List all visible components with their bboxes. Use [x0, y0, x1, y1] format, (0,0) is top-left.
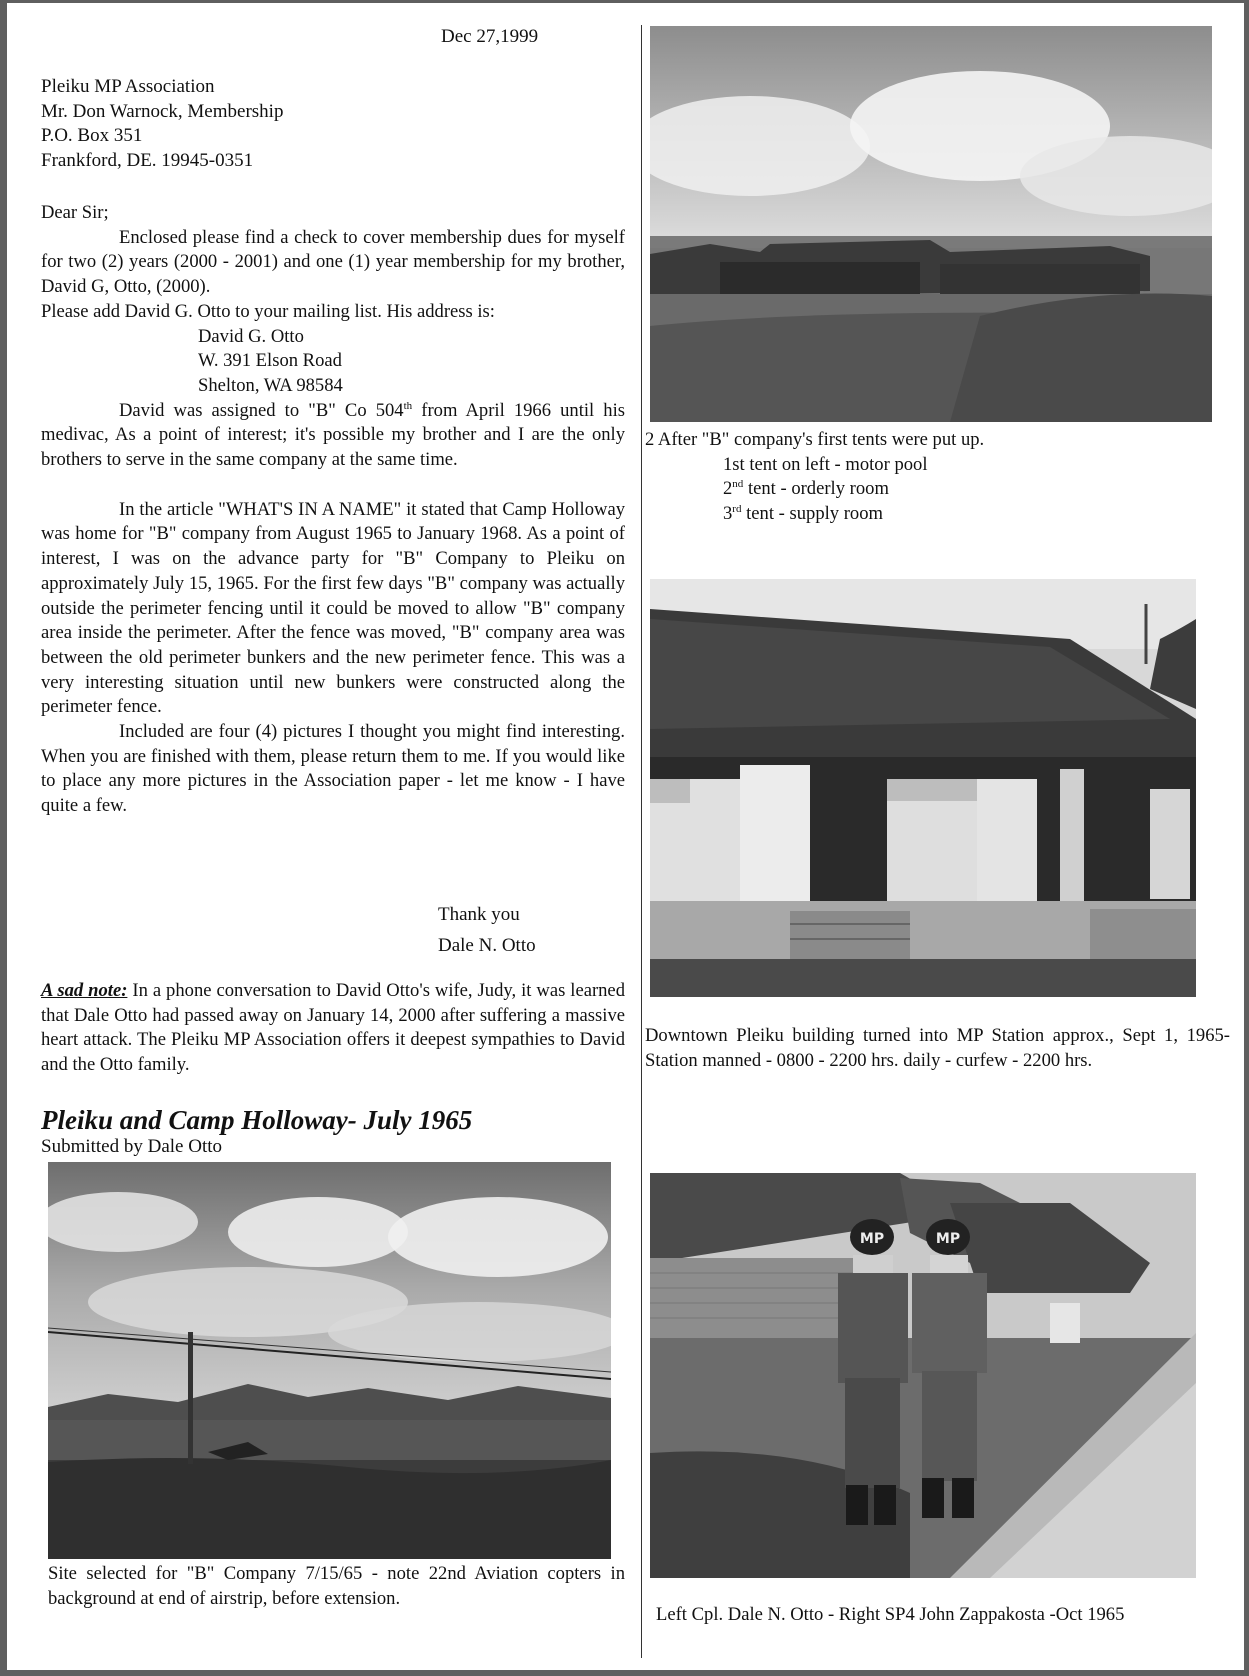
closing-line: Thank you [438, 904, 520, 925]
caption-tents-line [645, 502, 1225, 527]
caption-tents-text: tent - orderly room [743, 478, 889, 500]
brother-address-line: Shelton, WA 98584 [198, 374, 343, 396]
address-line: Pleiku MP Association [41, 76, 215, 97]
paragraph-assignment-a: David was assigned to "B" Co 504 [119, 399, 404, 421]
address-line: Mr. Don Warnock, Membership [41, 100, 284, 122]
caption-tents-text: tent - supply room [741, 503, 883, 525]
caption-tents-line: 1st tent on left - motor pool [723, 453, 928, 475]
address-line: P.O. Box 351 [41, 125, 143, 146]
brother-address-line: David G. Otto [198, 325, 304, 347]
newsletter-page [7, 3, 1244, 1670]
address-line: Frankford, DE. 19945-0351 [41, 149, 254, 171]
paragraph-mailing: Please add David G. Otto to your mailing list. His address is: [41, 300, 495, 322]
signature-name: Dale N. Otto [438, 935, 536, 956]
brother-address-line: W. 391 Elson Road [198, 350, 342, 372]
ordinal-number: 2 [723, 478, 733, 500]
photo-two-soldiers [650, 1173, 1196, 1578]
photo-site-field [48, 1162, 611, 1559]
sad-note [41, 979, 625, 1078]
sad-note-text: In a phone conversation to David Otto's wife, Judy, it was learned that Dale Otto had passed away on January 14, 2000 after suffering a massive heart attack. The Pleiku MP Association offers it deepest sympathies to David and the Otto family. [41, 980, 625, 1076]
letter-date: Dec 27,1999 [441, 26, 539, 47]
sad-note-label: A sad note: [41, 980, 128, 1001]
brother-address [41, 325, 625, 399]
helmet-text: MP [935, 1231, 961, 1247]
article-byline: Submitted by Dale Otto [41, 1136, 223, 1157]
article-title: Pleiku and Camp Holloway- July 1965 [41, 1105, 473, 1135]
column-divider [641, 25, 642, 1658]
photo-first-tents [650, 26, 1212, 422]
paragraph-gap [41, 473, 625, 498]
caption-mp-station: Downtown Pleiku building turned into MP Station approx., Sept 1, 1965- Station manned - 0800 - 2200 hrs. daily - curfew - 2200 hrs. [645, 1025, 1230, 1071]
letter-body [41, 201, 625, 819]
paragraph-assignment-b: from April 1966 until his medivac, As a point of interest; it's possible my brother and I are the only brothers to serve in the same company at the same time. [41, 399, 625, 471]
ordinal-sup: th [403, 399, 413, 412]
salutation: Dear Sir; [41, 202, 109, 223]
helmet-text: MP [859, 1231, 885, 1247]
ordinal-sup: nd [732, 478, 744, 491]
letter-closing [438, 899, 536, 961]
caption-first-tents [645, 428, 1225, 527]
ordinal-number: 3 [723, 503, 733, 525]
paragraph-article: In the article "WHAT'S IN A NAME" it stated that Camp Holloway was home for "B" company from August 1965 to January 1968. As a point of interest, I was on the advance party for "B" Company to Pleiku on approximately July 15, 1965. For the first few days "B" company was actually outside the perimeter fencing until it could be moved to allow "B" company area inside the perimeter. After the fence was moved, "B" company area was between the old perimeter bunkers and the new perimeter fence. This was a very interesting situation until new bunkers were constructed along the perimeter fence. [41, 498, 625, 718]
caption-site-field: Site selected for "B" Company 7/15/65 - note 22nd Aviation copters in background at end of airstrip, before extension. [48, 1563, 625, 1609]
caption-two-soldiers: Left Cpl. Dale N. Otto - Right SP4 John Zappakosta -Oct 1965 [656, 1604, 1125, 1625]
recipient-address [41, 75, 283, 173]
caption-tents-line: 2 After "B" company's first tents were put up. [645, 429, 985, 450]
caption-tents-line [645, 477, 1225, 502]
photo-mp-station-building [650, 579, 1196, 997]
paragraph-dues: Enclosed please find a check to cover membership dues for myself for two (2) years (2000 - 2001) and one (1) year membership for my brother, David G, Otto, (2000). [41, 226, 625, 298]
paragraph-assignment [41, 399, 625, 473]
ordinal-sup: rd [732, 502, 742, 515]
paragraph-pictures: Included are four (4) pictures I thought you might find interesting. When you are finished with them, please return them to me. If you would like to place any more pictures in the Association paper - let me know - I have quite a few. [41, 721, 625, 817]
